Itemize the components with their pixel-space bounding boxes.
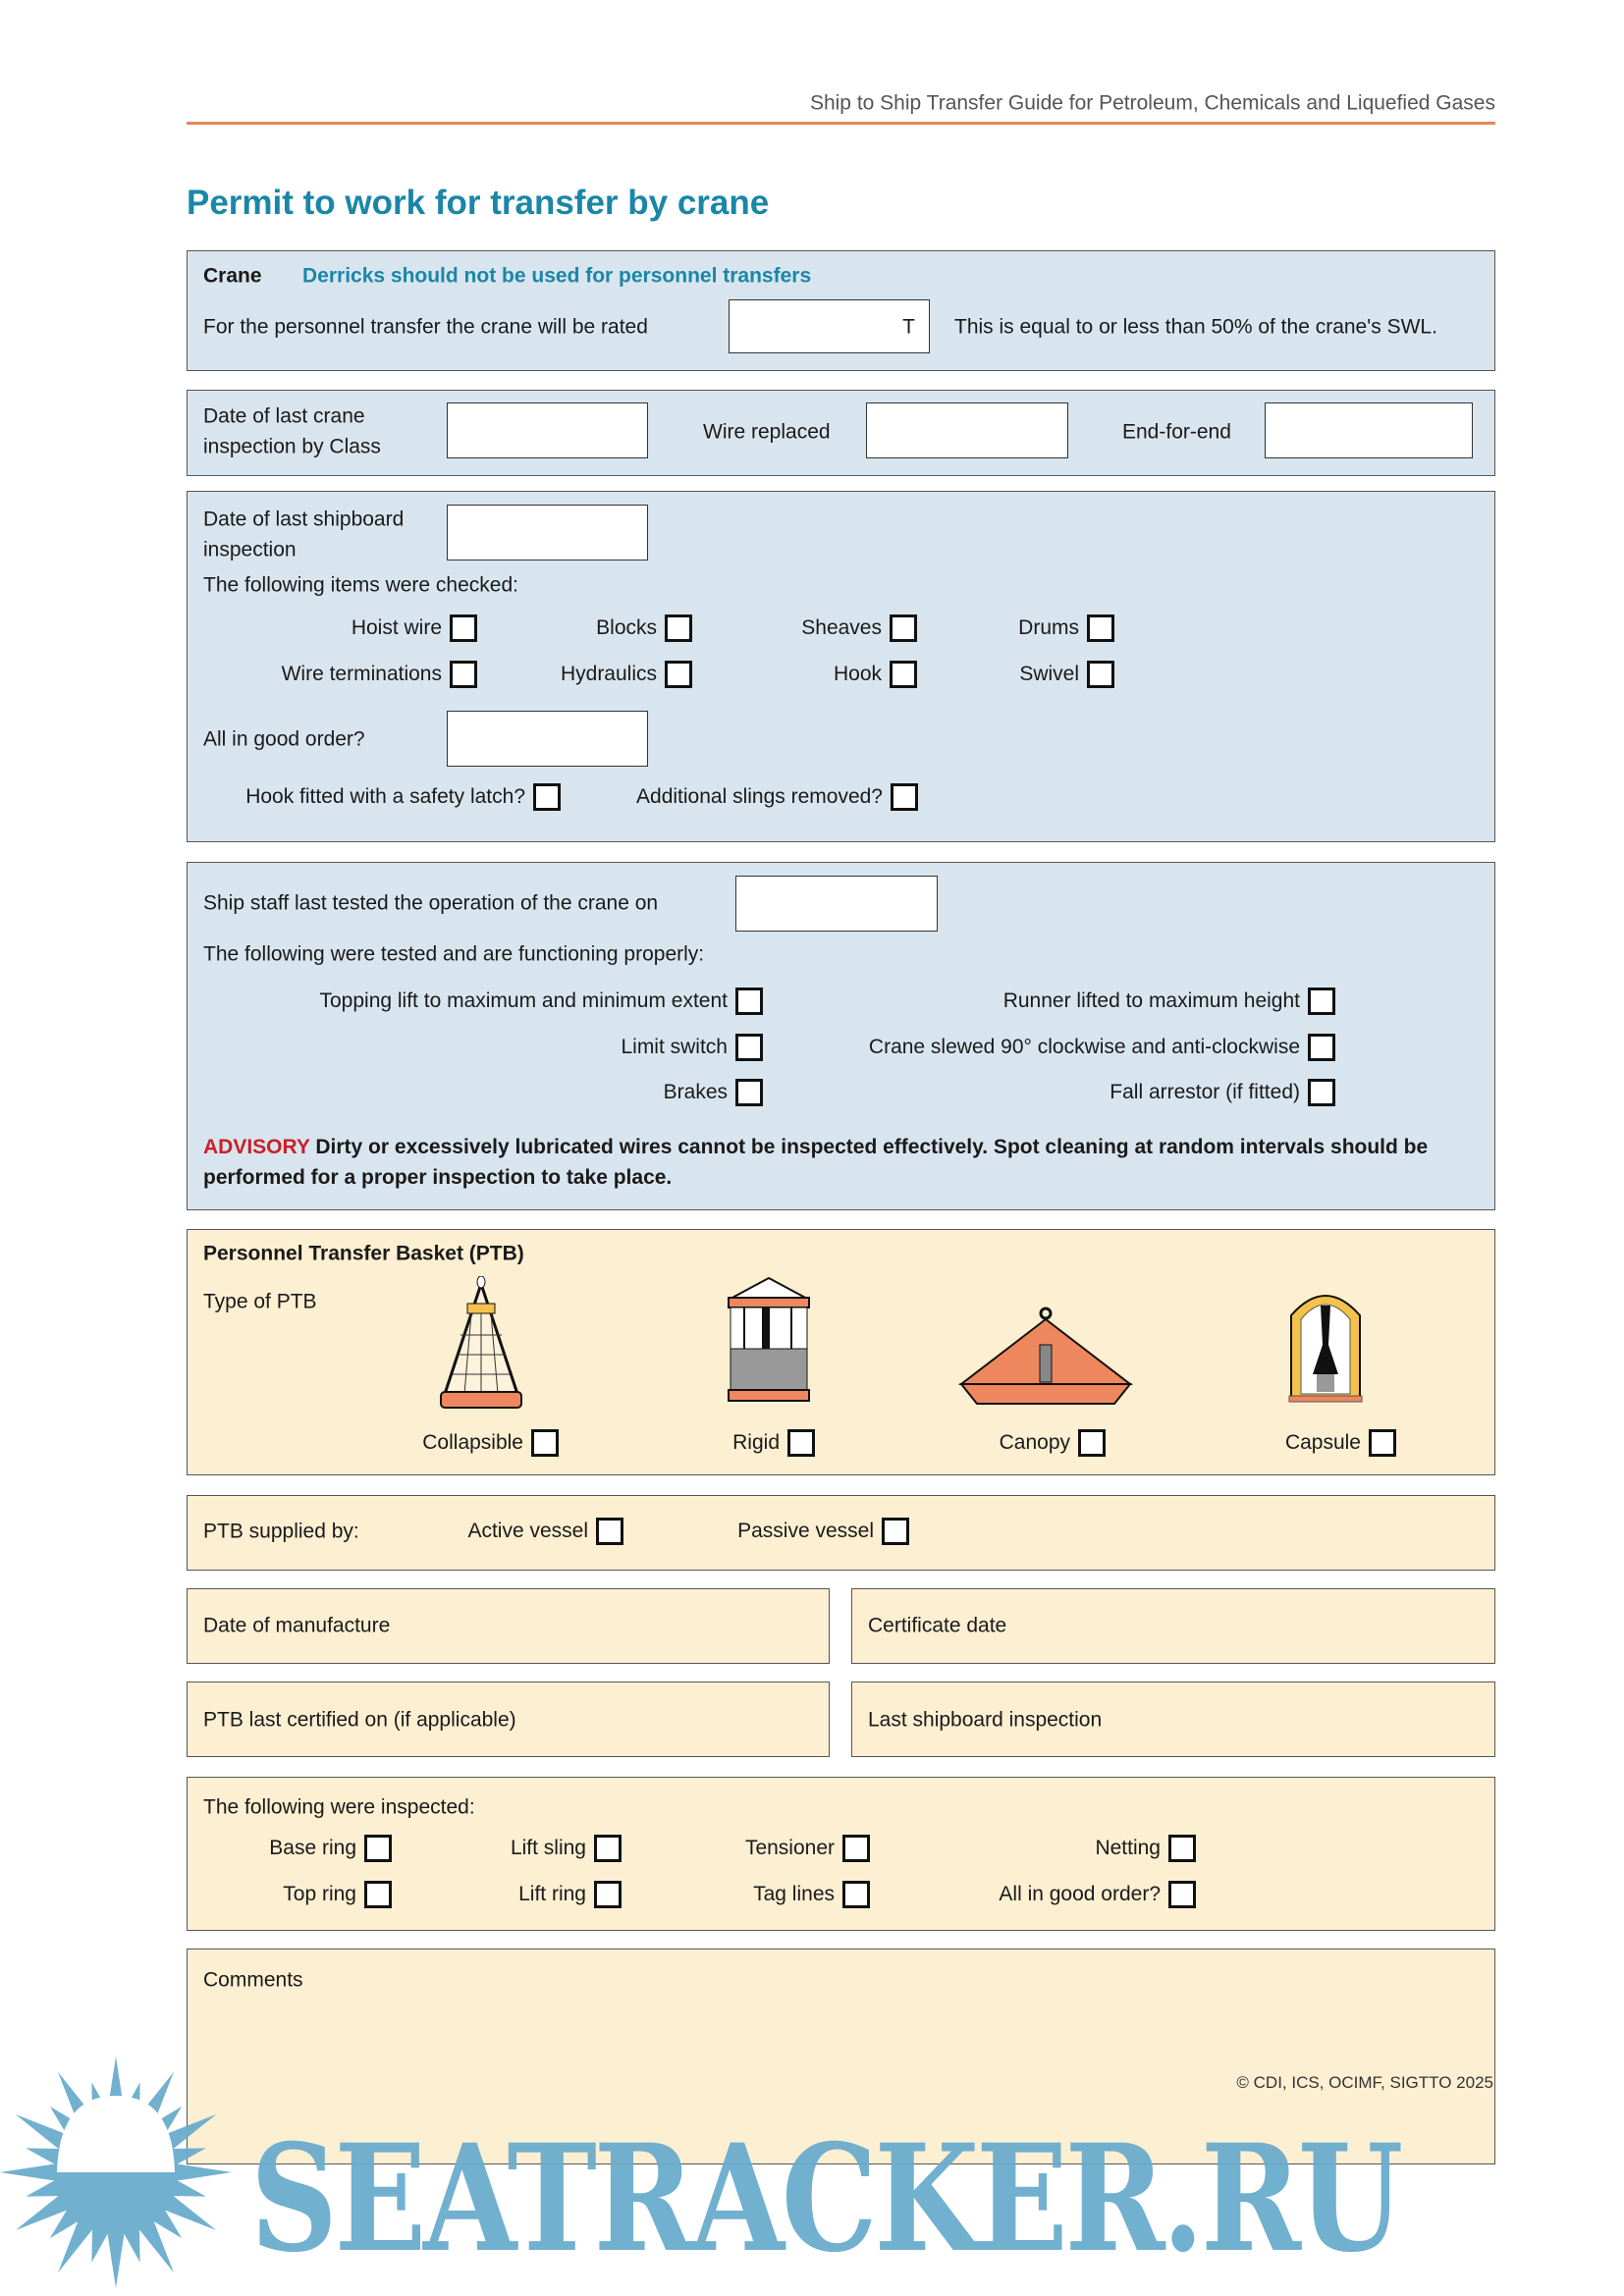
canopy-checkbox[interactable] — [999, 1429, 1106, 1457]
capsule-basket-icon — [1281, 1276, 1370, 1414]
rated-label: For the personnel transfer the crane will be rated — [203, 315, 648, 339]
wire-replaced-label: Wire replaced — [703, 420, 831, 444]
checkbox-label: Passive vessel — [737, 1520, 874, 1542]
manufacture-date-label: Date of manufacture — [203, 1614, 391, 1637]
checkbox-label: Hoist wire — [351, 616, 442, 639]
class-inspection-date-input[interactable] — [447, 402, 648, 458]
copyright: © CDI, ICS, OCIMF, SIGTTO 2025 — [1236, 2072, 1493, 2092]
checkbox-label: Drums — [1018, 616, 1079, 639]
checkbox-label: Canopy — [999, 1431, 1070, 1454]
supplied-label: PTB supplied by: — [203, 1520, 359, 1543]
checkbox-label: Hydraulics — [560, 663, 657, 685]
runner-lifted-checkbox[interactable] — [1002, 988, 1335, 1015]
checkbox-label: All in good order? — [999, 1883, 1161, 1905]
netting-checkbox[interactable] — [1095, 1835, 1196, 1862]
limit-switch-checkbox[interactable] — [621, 1034, 763, 1061]
topping-lift-checkbox[interactable] — [319, 988, 763, 1015]
good-order-input[interactable] — [447, 711, 648, 767]
certificate-date-label: Certificate date — [868, 1614, 1007, 1637]
checkbox-label: Collapsible — [422, 1431, 523, 1454]
checkbox-label: Crane slewed 90° clockwise and anti-clockwise — [868, 1036, 1300, 1058]
checkbox-label: Capsule — [1284, 1431, 1361, 1454]
sheaves-checkbox[interactable] — [801, 614, 917, 642]
drums-checkbox[interactable] — [1018, 614, 1114, 642]
rigid-basket-icon — [715, 1276, 823, 1414]
checkbox-label: Additional slings removed? — [636, 785, 883, 808]
hook-checkbox[interactable] — [833, 661, 917, 688]
lift-ring-checkbox[interactable] — [518, 1881, 622, 1908]
comments-label: Comments — [203, 1968, 303, 1992]
canopy-basket-icon — [957, 1306, 1134, 1414]
wire-replaced-input[interactable] — [866, 402, 1068, 458]
checkbox-label: Lift sling — [510, 1837, 586, 1859]
checked-intro: The following items were checked: — [203, 573, 518, 597]
tonnes-unit: T — [902, 314, 915, 338]
checkbox-label: Tensioner — [744, 1837, 835, 1859]
checkbox-label: Rigid — [732, 1431, 780, 1454]
ptb-type-label: Type of PTB — [203, 1290, 317, 1313]
passive-vessel-checkbox[interactable] — [737, 1518, 909, 1545]
checkbox-label: Brakes — [663, 1081, 728, 1103]
top-ring-checkbox[interactable] — [283, 1881, 392, 1908]
shipboard-label-2: inspection — [203, 538, 297, 561]
fall-arrestor-checkbox[interactable] — [1110, 1079, 1335, 1106]
blocks-checkbox[interactable] — [596, 614, 692, 642]
capsule-checkbox[interactable] — [1284, 1429, 1396, 1457]
good-order-label: All in good order? — [203, 727, 365, 751]
end-for-end-input[interactable] — [1265, 402, 1473, 458]
ptb-heading: Personnel Transfer Basket (PTB) — [203, 1242, 524, 1265]
crane-rating-input[interactable] — [729, 299, 930, 353]
wire-terminations-checkbox[interactable] — [281, 661, 477, 688]
class-inspection-label: Date of last crane — [203, 404, 365, 428]
hydraulics-checkbox[interactable] — [560, 661, 692, 688]
hoist-wire-checkbox[interactable] — [351, 614, 477, 642]
sun-watermark-icon — [0, 2056, 236, 2292]
advisory-text: Dirty or excessively lubricated wires cannot be inspected effectively. Spot cleaning at random intervals should be performed for a proper inspection to take place. — [203, 1136, 1429, 1189]
brakes-checkbox[interactable] — [663, 1079, 763, 1106]
slings-removed-checkbox[interactable] — [636, 783, 918, 811]
ptb-good-order-checkbox[interactable] — [999, 1881, 1196, 1908]
crane-slewed-checkbox[interactable] — [868, 1034, 1335, 1061]
checkbox-label: Netting — [1095, 1837, 1161, 1859]
checkbox-label: Hook fitted with a safety latch? — [245, 785, 525, 808]
checkbox-label: Base ring — [269, 1837, 356, 1859]
crane-heading: Crane — [203, 264, 262, 288]
watermark-text: SEATRACKER.RU — [250, 2112, 1400, 2285]
last-inspection-label: Last shipboard inspection — [868, 1708, 1103, 1732]
checkbox-label: Fall arrestor (if fitted) — [1110, 1081, 1300, 1103]
checkbox-label: Hook — [833, 663, 882, 685]
rigid-checkbox[interactable] — [732, 1429, 815, 1457]
end-for-end-label: End-for-end — [1122, 420, 1231, 444]
class-inspection-label-2: inspection by Class — [203, 435, 381, 458]
collapsible-checkbox[interactable] — [422, 1429, 559, 1457]
tag-lines-checkbox[interactable] — [753, 1881, 870, 1908]
testing-intro: The following were tested and are functioning properly: — [203, 942, 705, 966]
checkbox-label: Topping lift to maximum and minimum extent — [319, 989, 728, 1012]
tested-on-label: Ship staff last tested the operation of the crane on — [203, 891, 659, 915]
swl-note: This is equal to or less than 50% of the crane's SWL. — [954, 315, 1437, 339]
checkbox-label: Top ring — [283, 1883, 356, 1905]
swivel-checkbox[interactable] — [1019, 661, 1114, 688]
inspected-intro: The following were inspected: — [203, 1795, 475, 1819]
checkbox-label: Blocks — [596, 616, 657, 639]
derrick-warning: Derricks should not be used for personnel transfers — [302, 264, 812, 288]
checkbox-label: Wire terminations — [281, 663, 442, 685]
checkbox-label: Limit switch — [621, 1036, 728, 1058]
active-vessel-checkbox[interactable] — [467, 1518, 623, 1545]
base-ring-checkbox[interactable] — [269, 1835, 392, 1862]
checkbox-label: Swivel — [1019, 663, 1079, 685]
advisory — [203, 1132, 1480, 1193]
tensioner-checkbox[interactable] — [744, 1835, 870, 1862]
last-certified-label: PTB last certified on (if applicable) — [203, 1708, 516, 1732]
page-title: Permit to work for transfer by crane — [187, 184, 770, 222]
running-header: Ship to Ship Transfer Guide for Petroleum, Chemicals and Liquefied Gases — [809, 91, 1495, 115]
checkbox-label: Sheaves — [801, 616, 882, 639]
checkbox-label: Lift ring — [518, 1883, 586, 1905]
shipboard-date-input[interactable] — [447, 505, 648, 561]
header-rule — [187, 122, 1495, 125]
shipboard-label: Date of last shipboard — [203, 507, 405, 531]
collapsible-basket-icon — [427, 1276, 535, 1414]
advisory-tag: ADVISORY — [203, 1136, 310, 1158]
lift-sling-checkbox[interactable] — [510, 1835, 622, 1862]
checkbox-label: Runner lifted to maximum height — [1002, 989, 1300, 1012]
checkbox-label: Active vessel — [467, 1520, 588, 1542]
checkbox-label: Tag lines — [753, 1883, 835, 1905]
tested-on-input[interactable] — [735, 876, 938, 932]
safety-latch-checkbox[interactable] — [245, 783, 561, 811]
